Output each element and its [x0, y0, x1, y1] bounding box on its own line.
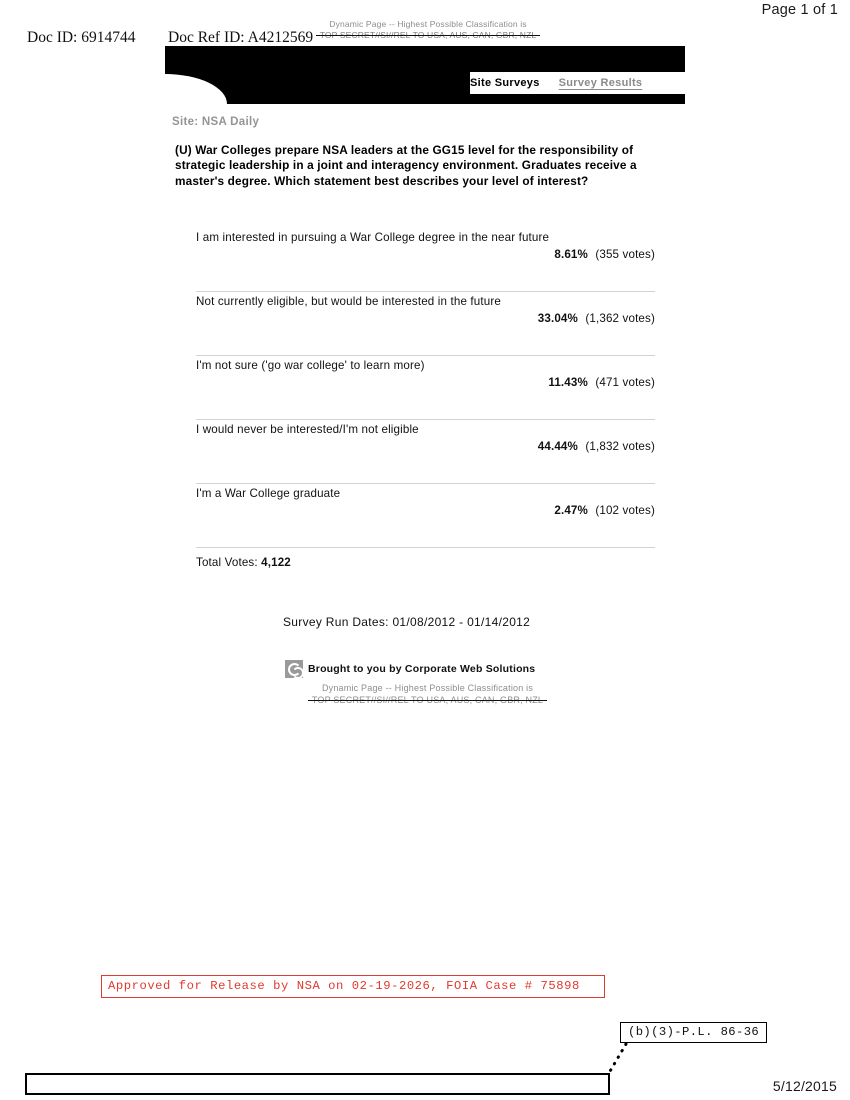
survey-total-votes-value: 4,122 [261, 556, 291, 569]
corporate-web-solutions-text: Brought to you by Corporate Web Solutions [308, 663, 536, 675]
redaction-box [25, 1073, 610, 1095]
survey-result-stats [196, 308, 655, 325]
survey-result-votes: (102 votes) [595, 504, 655, 517]
corporate-web-solutions-logo-icon [285, 660, 303, 678]
survey-result-percent: 44.44% [537, 440, 578, 453]
site-label: Site: NSA Daily [172, 116, 260, 128]
survey-total-votes [196, 556, 291, 569]
survey-result-row [196, 228, 655, 291]
classification-banner-top [288, 19, 568, 40]
classification-banner-top-line1: Dynamic Page -- Highest Possible Classification is [329, 19, 527, 29]
print-date: 5/12/2015 [772, 1078, 837, 1094]
masthead-nav [470, 72, 685, 94]
nav-item-site-surveys[interactable]: Site Surveys [470, 77, 540, 89]
survey-result-label: I am interested in pursuing a War College degree in the near future [196, 231, 550, 244]
classification-banner-bottom-line2: TOP SECRET//SI//REL TO USA, AUS, CAN, GBR, NZL [311, 694, 544, 705]
survey-results-list [196, 228, 655, 571]
survey-total-row [196, 547, 655, 571]
survey-result-label: I'm a War College graduate [196, 487, 341, 500]
survey-result-row [196, 483, 655, 547]
survey-run-dates: Survey Run Dates: 01/08/2012 - 01/14/2012 [283, 615, 531, 629]
corporate-web-solutions-footer [285, 660, 535, 678]
classification-banner-bottom-line1: Dynamic Page -- Highest Possible Classification is [321, 683, 534, 693]
survey-result-votes: (1,362 votes) [585, 312, 655, 325]
survey-question: (U) War Colleges prepare NSA leaders at the GG15 level for the responsibility of strategic leadership in a joint and interagency environment. Graduates receive a master's degree. Which statement best describes your level of interest? [175, 143, 637, 188]
classification-banner-top-line2: TOP SECRET//SI//REL TO USA, AUS, CAN, GBR, NZL [319, 29, 537, 40]
survey-result-stats [196, 372, 655, 389]
survey-result-row [196, 355, 655, 419]
survey-result-stats [196, 244, 655, 261]
survey-result-row [196, 419, 655, 483]
survey-result-stats [196, 436, 655, 453]
survey-result-votes: (355 votes) [595, 248, 655, 261]
survey-result-percent: 8.61% [554, 248, 588, 261]
nav-item-survey-results[interactable]: Survey Results [558, 77, 643, 89]
classification-banner-bottom [285, 683, 570, 706]
survey-result-votes: (471 votes) [595, 376, 655, 389]
doc-id: Doc ID: 6914744 [27, 29, 136, 46]
survey-result-votes: (1,832 votes) [585, 440, 655, 453]
survey-result-label: I'm not sure ('go war college' to learn more) [196, 359, 425, 372]
survey-total-votes-label: Total Votes: [196, 556, 258, 569]
survey-result-label: Not currently eligible, but would be interested in the future [196, 295, 501, 308]
survey-result-percent: 2.47% [554, 504, 588, 517]
masthead-bar-top [470, 46, 685, 72]
survey-result-label: I would never be interested/I'm not eligible [196, 423, 419, 436]
masthead-bar-bottom [470, 94, 685, 104]
survey-result-row [196, 291, 655, 355]
exemption-callout-box: (b)(3)-P.L. 86-36 [620, 1022, 767, 1043]
page-number: Page 1 of 1 [761, 2, 838, 18]
survey-result-percent: 33.04% [537, 312, 578, 325]
masthead [165, 46, 685, 104]
survey-result-percent: 11.43% [548, 376, 588, 389]
foia-release-stamp: Approved for Release by NSA on 02-19-2026, FOIA Case # 75898 [101, 975, 605, 998]
doc-ref-id: Doc Ref ID: A4212569 [168, 29, 314, 46]
survey-result-stats [196, 500, 655, 517]
